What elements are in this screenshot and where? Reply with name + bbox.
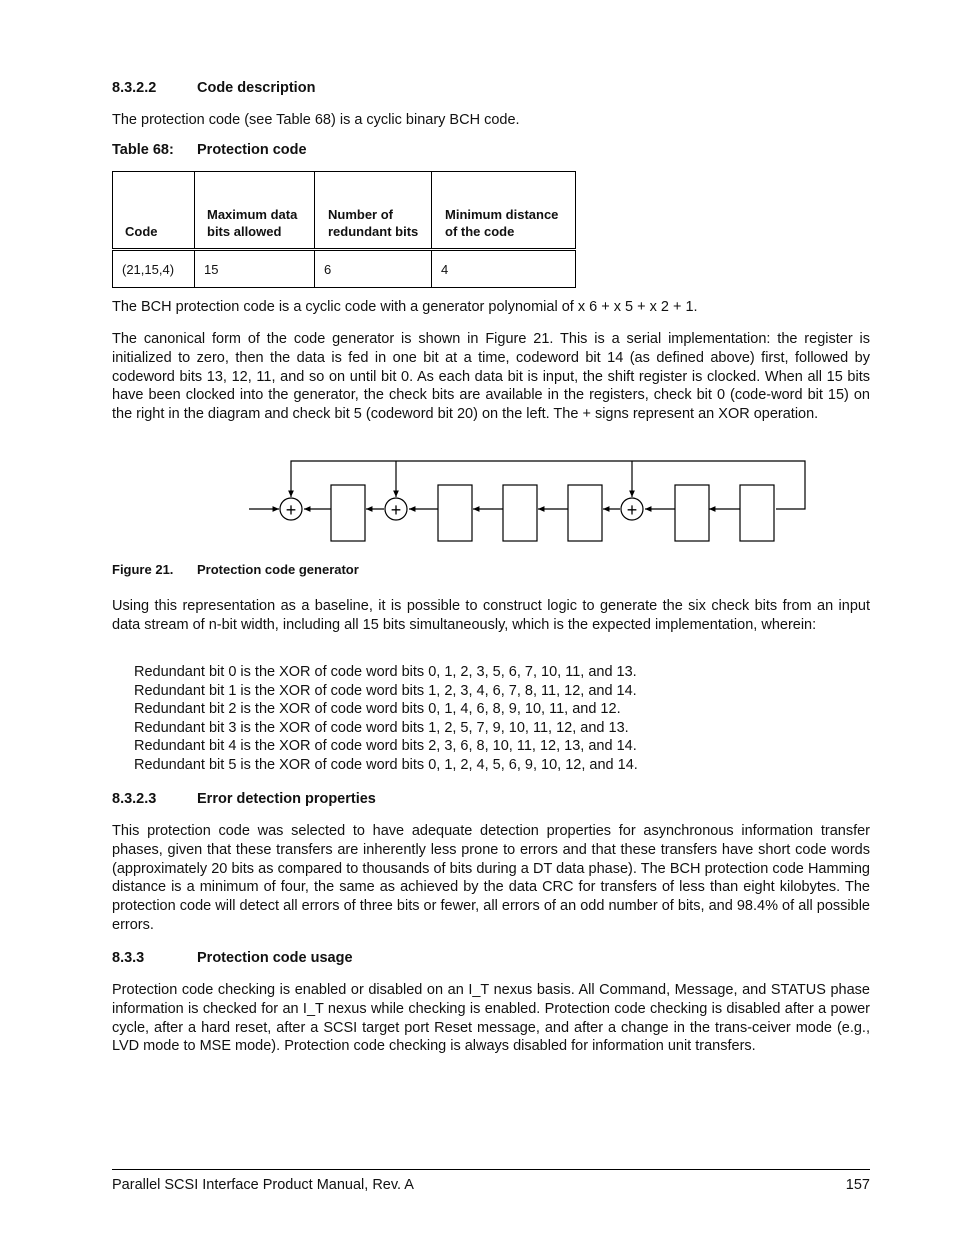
cell-code: (21,15,4) [113,250,195,288]
section-number: 8.3.2.2 [112,80,157,96]
list-item: Redundant bit 5 is the XOR of code word bits 0, 1, 2, 4, 5, 6, 9, 10, 12, and 14. [134,756,638,773]
cell-max-data-bits: 15 [195,250,315,288]
canonical-form-paragraph: The canonical form of the code generator is shown in Figure 21. This is a serial implementation: the register is initialized to zero, then the data is fed in one bit at a time, codeword bit 14 (as defined above) first, followed by codeword bits 13, 12, 11, and so on until bit 0. As each data bit is input, the shift register is clocked. When all 15 bits have been clocked into the generator, the check bits are available in the registers, check bit 0 (code-word bit 15) on the right in the diagram and check bit 5 (codeword bit 20) on the left. The + signs represent an XOR operation. [112,331,870,423]
header-min-distance: Minimum distance of the code [432,172,576,250]
xor-symbol: + [285,500,297,520]
xor-symbol: + [626,500,638,520]
page-number: 157 [845,1177,870,1193]
baseline-paragraph: Using this representation as a baseline, it is possible to construct logic to generate the six check bits from an input data stream of n-bit width, including all 15 bits simultaneously, which is the expected implementation, wherein: [112,598,870,633]
figure-title: Protection code generator [197,562,359,577]
figure-label: Figure 21. [112,562,174,577]
register-cell [740,485,774,541]
section-heading-8-3-3 [112,950,353,966]
table-label: Table 68: [112,142,174,158]
protection-usage-paragraph: Protection code checking is enabled or disabled on an I_T nexus basis. All Command, Message, and STATUS phase information is checked for an I_T nexus while checking is enabled. Protection code checking is disabled after a power cycle, after a hard reset, after a SCSI target port Reset message, and after a change in the trans-ceiver mode (e.g., LVD mode to MSE mode). Protection code checking is always disabled for information unit transfers. [112,982,870,1055]
figure-caption [112,562,359,577]
register-cell [503,485,537,541]
list-item: Redundant bit 0 is the XOR of code word bits 0, 1, 2, 3, 5, 6, 7, 10, 11, and 13. [134,664,637,680]
list-item: Redundant bit 3 is the XOR of code word bits 1, 2, 5, 7, 9, 10, 11, 12, and 13. [134,719,629,736]
xor-symbol: + [390,500,402,520]
feedback-line [291,461,805,509]
intro-paragraph: The protection code (see Table 68) is a cyclic binary BCH code. [112,112,520,128]
register-cell [568,485,602,541]
section-number: 8.3.3 [112,950,145,966]
register-cell [331,485,365,541]
register-cell [438,485,472,541]
header-code: Code [113,172,195,250]
redundant-bit-list [134,663,638,775]
register-cell [675,485,709,541]
footer-title: Parallel SCSI Interface Product Manual, Rev. A [112,1177,414,1193]
list-item: Redundant bit 1 is the XOR of code word bits 1, 2, 3, 4, 6, 7, 8, 11, 12, and 14. [134,682,637,699]
table-title: Protection code [197,142,307,158]
cell-redundant-bits: 6 [315,250,432,288]
section-number: 8.3.2.3 [112,791,157,807]
section-heading-8-3-2-3 [112,791,376,807]
header-max-data-bits: Maximum data bits allowed [195,172,315,250]
footer-divider [112,1169,870,1170]
list-item: Redundant bit 4 is the XOR of code word bits 2, 3, 6, 8, 10, 11, 12, 13, and 14. [134,738,637,755]
polynomial-paragraph: The BCH protection code is a cyclic code with a generator polynomial of x 6 + x 5 + x 2 + 1. [112,299,698,315]
list-item: Redundant bit 2 is the XOR of code word bits 0, 1, 4, 6, 8, 9, 10, 11, and 12. [134,701,621,718]
cell-min-distance: 4 [432,250,576,288]
section-title: Code description [197,80,316,96]
protection-code-generator-diagram [0,0,954,560]
header-redundant-bits: Number of redundant bits [315,172,432,250]
section-title: Error detection properties [197,791,376,807]
section-title: Protection code usage [197,950,353,966]
error-detection-paragraph: This protection code was selected to have adequate detection properties for asynchronous information transfer phases, given that these transfers are inherently less prone to errors and that these transfers have short code words (approximately 20 bits as compared to thousands of bits during a DT data phase). The BCH protection code Hamming distance is a minimum of four, the same as achieved by the data CRC for transfers of less than eight kilobytes. The protection code will detect all errors of three bits or fewer, all errors of an odd number of bits, and 98.4% of all possible errors. [112,823,870,933]
